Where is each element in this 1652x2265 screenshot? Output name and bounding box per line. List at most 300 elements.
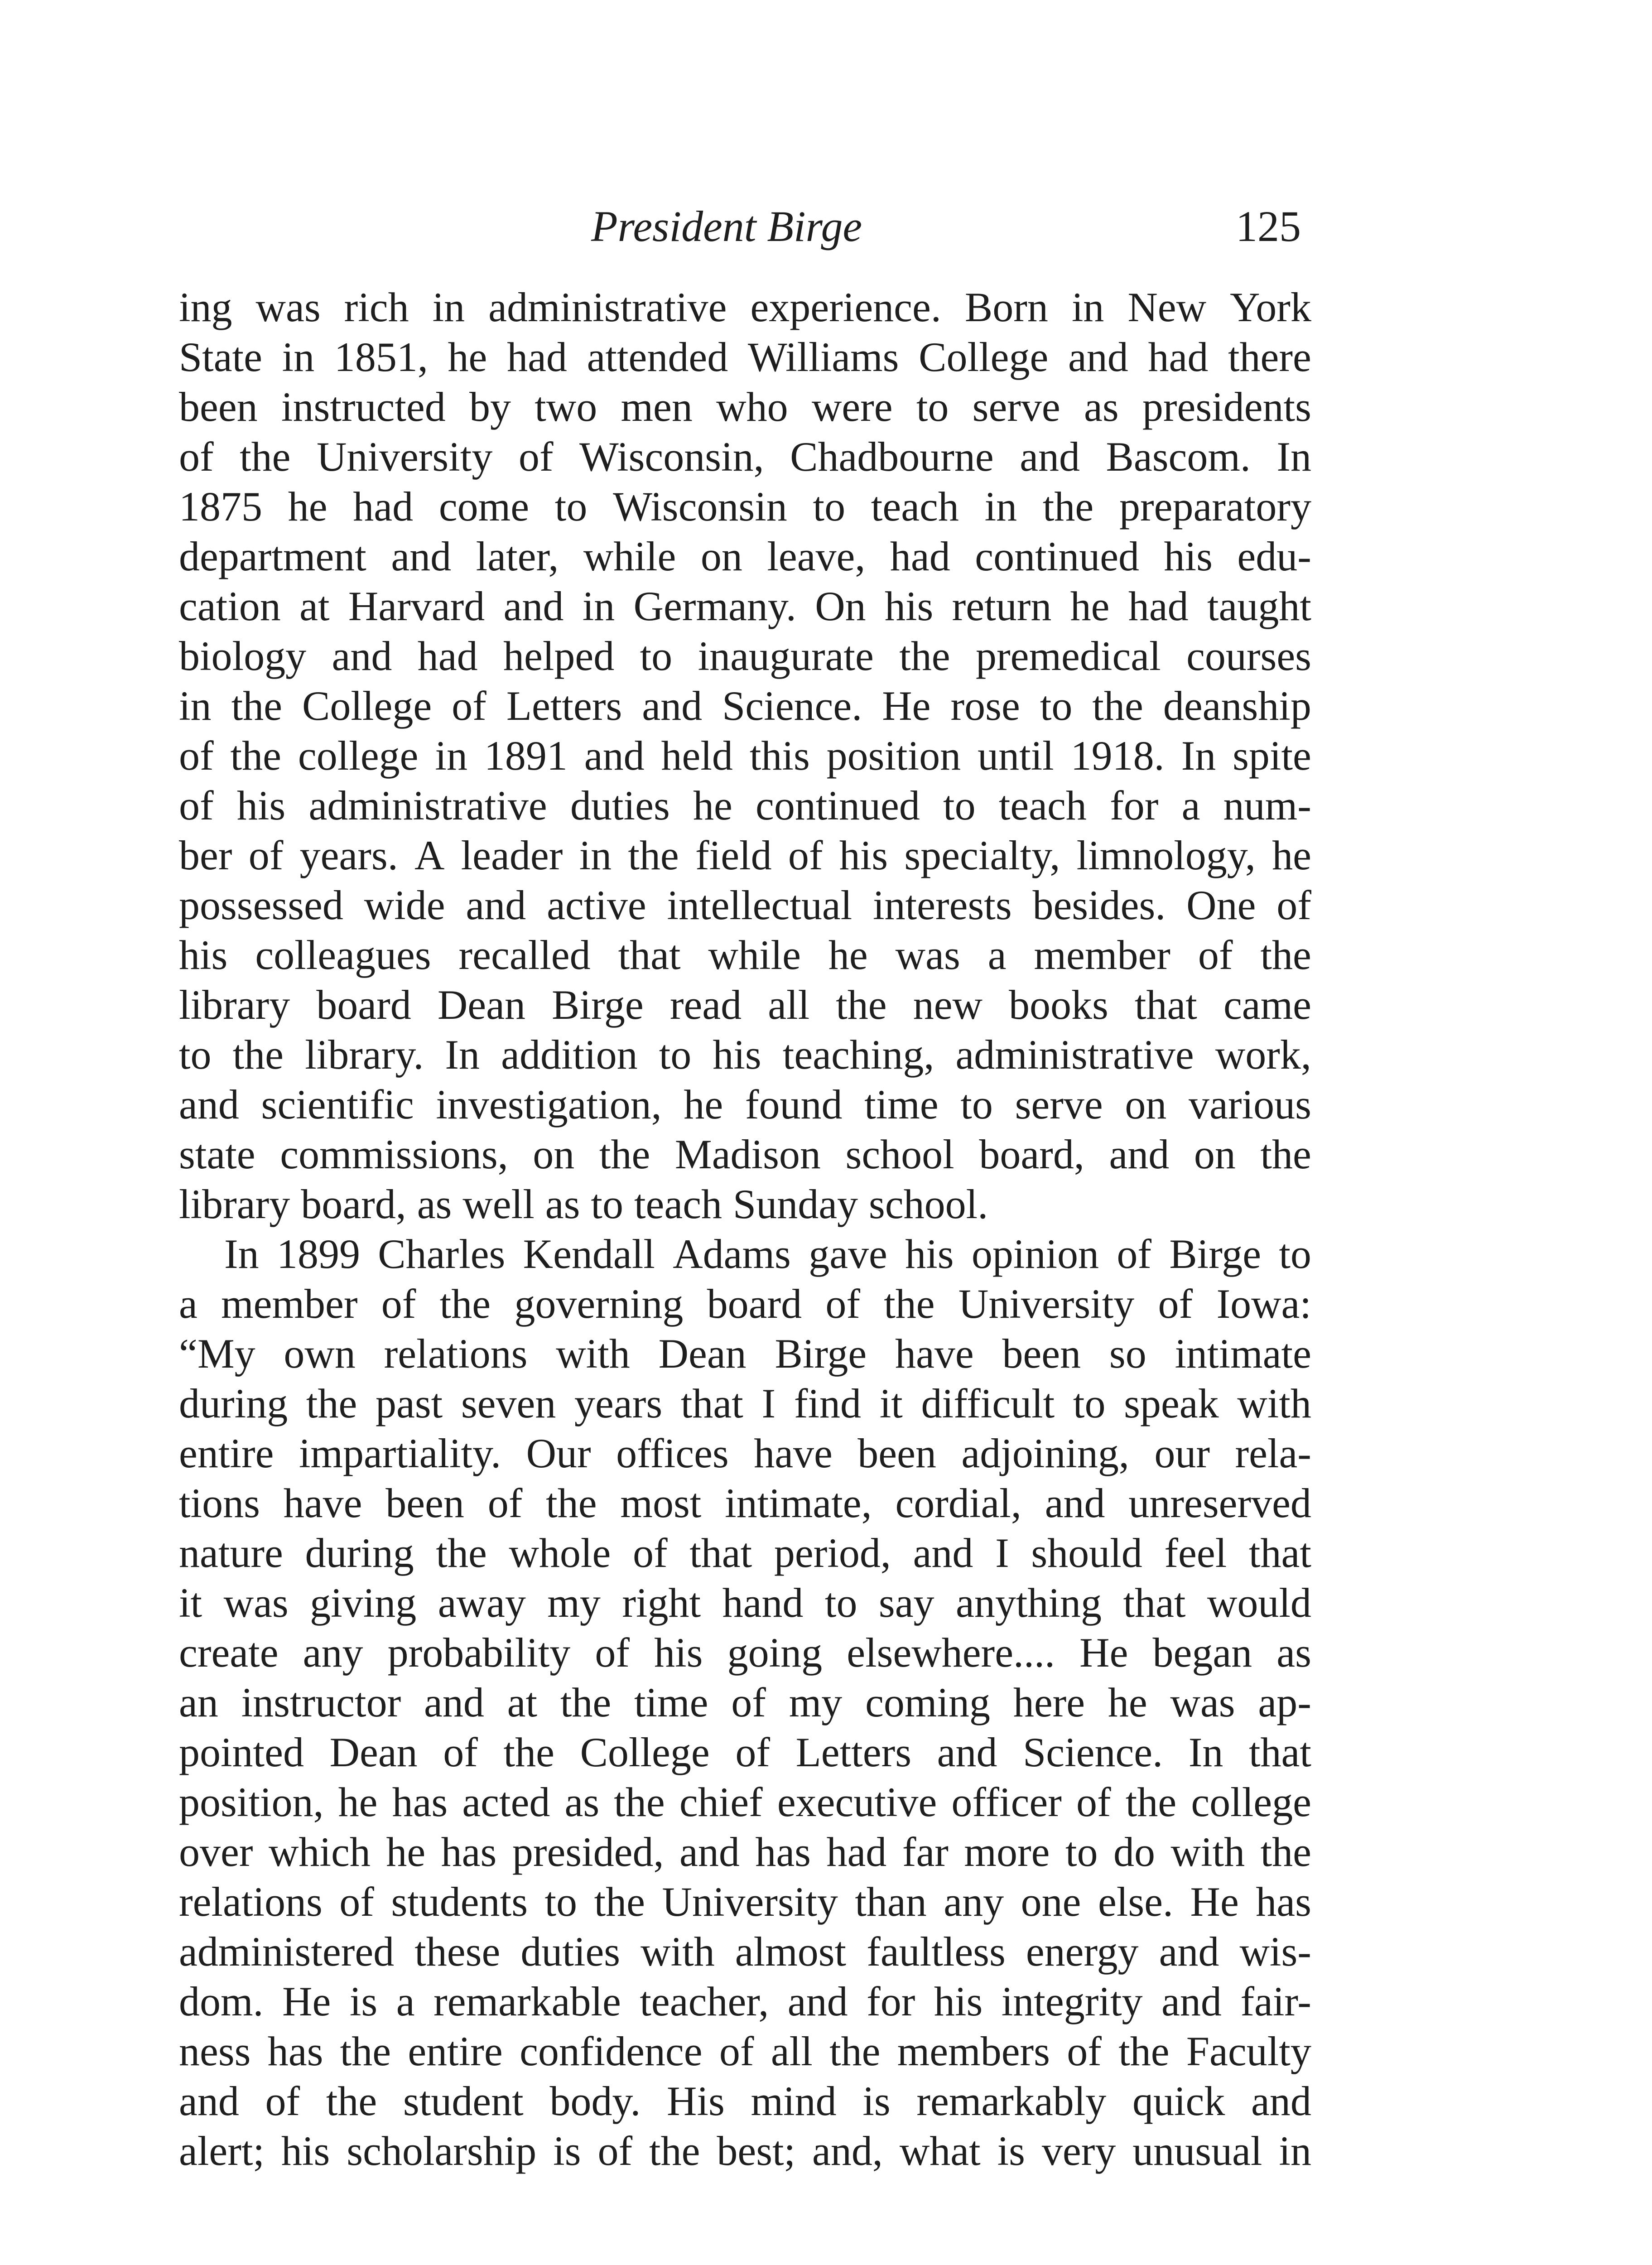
- text-line: [179, 432, 1311, 482]
- word: time: [864, 1081, 939, 1128]
- word: scientific: [261, 1081, 414, 1128]
- word: remarkable: [433, 1978, 621, 2024]
- word: own: [284, 1330, 356, 1377]
- word: adjoining,: [961, 1430, 1129, 1476]
- word: University: [958, 1281, 1135, 1327]
- word: executive: [777, 1779, 937, 1825]
- word: library: [179, 982, 290, 1028]
- word: to: [591, 1181, 623, 1227]
- word: nature: [179, 1530, 283, 1576]
- word: and: [1068, 334, 1128, 380]
- word: Our: [526, 1430, 591, 1476]
- word: serve: [1015, 1081, 1103, 1128]
- word: the: [230, 733, 281, 779]
- word: University: [662, 1879, 838, 1925]
- word: opinion: [971, 1231, 1099, 1277]
- word: was: [895, 932, 960, 978]
- word: and: [1020, 434, 1080, 480]
- word: mind: [751, 2078, 837, 2124]
- word: teaching,: [782, 1031, 934, 1078]
- word: there: [1228, 334, 1311, 380]
- word: Birge: [775, 1330, 867, 1377]
- word: right: [622, 1580, 701, 1626]
- word: Science.: [1023, 1729, 1163, 1775]
- word: In: [1188, 1729, 1223, 1775]
- word: College: [302, 683, 432, 729]
- word: Adams: [673, 1231, 791, 1277]
- word: deanship: [1163, 683, 1311, 729]
- word: relations: [179, 1879, 323, 1925]
- word: board: [707, 1281, 802, 1327]
- word: is: [553, 2128, 581, 2174]
- word: his: [839, 832, 888, 878]
- word: attended: [587, 334, 728, 380]
- word: the: [1092, 683, 1143, 729]
- text-line: [179, 631, 1311, 681]
- word: the: [306, 1380, 357, 1426]
- word: 1918.: [1070, 733, 1165, 779]
- word: had: [417, 633, 478, 679]
- word: instructed: [281, 384, 446, 430]
- word: remarkably: [916, 2078, 1107, 2124]
- text-line: [179, 382, 1311, 432]
- word: with: [1170, 1829, 1245, 1875]
- word: that: [680, 1380, 743, 1426]
- word: the: [1260, 1131, 1311, 1177]
- word: school: [845, 1131, 954, 1177]
- word: experience.: [750, 284, 941, 330]
- word: had: [1148, 334, 1209, 380]
- word: one: [1021, 1879, 1081, 1925]
- word: teach: [634, 1181, 722, 1227]
- word: ap-: [1258, 1679, 1311, 1725]
- word: he: [288, 483, 328, 530]
- word: entire: [179, 1430, 274, 1476]
- word: relations: [384, 1330, 528, 1377]
- word: a: [987, 932, 1007, 978]
- word: scholarship: [347, 2128, 537, 2174]
- word: have: [754, 1430, 833, 1476]
- word: Williams: [747, 334, 899, 380]
- word: as: [564, 1779, 600, 1825]
- word: to: [1073, 1380, 1106, 1426]
- text-line: [179, 2126, 1311, 2176]
- word: elsewhere....: [847, 1629, 1055, 1676]
- word: books: [1009, 982, 1108, 1028]
- word: Dean: [329, 1729, 418, 1775]
- word: until: [978, 733, 1054, 779]
- word: far: [902, 1829, 949, 1875]
- word: of: [1198, 932, 1233, 978]
- text-line: [179, 1628, 1311, 1677]
- word: he: [1108, 1679, 1147, 1725]
- word: faultless: [867, 1928, 1006, 1975]
- word: library: [179, 1181, 290, 1227]
- word: the: [899, 633, 950, 679]
- word: num-: [1223, 782, 1311, 829]
- word: body.: [549, 2078, 641, 2124]
- word: the: [628, 832, 679, 878]
- word: while: [708, 932, 801, 978]
- word: to: [1065, 1829, 1098, 1875]
- word: with: [641, 1928, 715, 1975]
- word: was: [255, 284, 321, 330]
- word: his: [884, 583, 934, 629]
- word: of: [518, 434, 554, 480]
- word: in: [435, 733, 467, 779]
- word: the: [1042, 483, 1094, 530]
- word: to: [813, 483, 846, 530]
- word: intimate,: [725, 1480, 872, 1526]
- word: the: [240, 434, 291, 480]
- word: my: [547, 1580, 601, 1626]
- word: interests: [873, 882, 1012, 928]
- word: officer: [951, 1779, 1062, 1825]
- word: instructor: [241, 1679, 401, 1725]
- word: board: [316, 982, 411, 1028]
- word: and: [937, 1729, 997, 1775]
- word: members: [897, 2028, 1050, 2074]
- word: had: [1128, 583, 1189, 629]
- word: were: [811, 384, 893, 430]
- word: create: [179, 1629, 279, 1676]
- word: New: [1127, 284, 1207, 330]
- word: quick: [1132, 2078, 1225, 2124]
- word: the: [560, 1679, 612, 1725]
- word: gave: [809, 1231, 887, 1277]
- word: of: [452, 683, 486, 729]
- word: tions: [179, 1480, 260, 1526]
- word: he: [828, 932, 868, 978]
- text-line: [179, 1478, 1311, 1528]
- word: have: [283, 1480, 362, 1526]
- word: He: [882, 683, 931, 729]
- word: in: [1279, 2128, 1311, 2174]
- word: feel: [1164, 1530, 1227, 1576]
- word: to: [943, 782, 976, 829]
- word: field: [695, 832, 772, 878]
- text-line: [179, 1677, 1311, 1727]
- word: cation: [179, 583, 281, 629]
- word: as: [1084, 384, 1119, 430]
- word: of: [597, 2128, 633, 2174]
- word: whole: [509, 1530, 611, 1576]
- word: he: [448, 334, 487, 380]
- word: to: [1279, 1231, 1311, 1277]
- word: college: [1191, 1779, 1311, 1825]
- word: Germany.: [633, 583, 796, 629]
- word: colleagues: [255, 932, 431, 978]
- word: found: [745, 1081, 843, 1128]
- word: unreserved: [1128, 1480, 1311, 1526]
- word: my: [789, 1679, 843, 1725]
- running-title: President Birge: [591, 202, 862, 251]
- word: the: [231, 683, 282, 729]
- word: Chadbourne: [790, 434, 994, 480]
- word: Sunday: [733, 1181, 858, 1227]
- word: during: [305, 1530, 414, 1576]
- word: He: [1190, 1879, 1239, 1925]
- word: to: [916, 384, 949, 430]
- word: the: [1260, 932, 1311, 978]
- word: this: [749, 733, 810, 779]
- word: seven: [461, 1380, 556, 1426]
- word: a: [1181, 782, 1200, 829]
- text-line: [179, 930, 1311, 980]
- word: the: [436, 1530, 487, 1576]
- word: the: [1118, 2028, 1170, 2074]
- word: unusual: [1132, 2128, 1262, 2174]
- word: to: [640, 633, 673, 679]
- word: school.: [869, 1181, 988, 1227]
- word: duties: [570, 782, 670, 829]
- word: should: [1031, 1530, 1142, 1576]
- word: and: [1109, 1131, 1170, 1177]
- word: to: [960, 1081, 993, 1128]
- word: find: [794, 1380, 862, 1426]
- text-line: [179, 482, 1311, 531]
- word: investigation,: [436, 1081, 662, 1128]
- word: to: [824, 1580, 857, 1626]
- text-line: [179, 1777, 1311, 1827]
- word: to: [179, 1031, 212, 1078]
- word: state: [179, 1131, 255, 1177]
- word: he: [684, 1081, 723, 1128]
- word: more: [964, 1829, 1050, 1875]
- word: member: [1034, 932, 1170, 978]
- word: York: [1230, 284, 1311, 330]
- word: the: [649, 2128, 700, 2174]
- word: impartiality.: [299, 1430, 501, 1476]
- text-line: [179, 781, 1311, 830]
- word: giving: [310, 1580, 417, 1626]
- word: at: [507, 1679, 538, 1725]
- word: possessed: [179, 882, 343, 928]
- word: intellectual: [667, 882, 852, 928]
- word: In: [445, 1031, 480, 1078]
- word: of: [179, 434, 214, 480]
- word: wide: [364, 882, 445, 928]
- word: all: [768, 982, 810, 1028]
- word: I: [995, 1530, 1009, 1576]
- word: that: [689, 1530, 752, 1576]
- word: probability: [387, 1629, 571, 1676]
- word: been: [385, 1480, 464, 1526]
- word: of: [248, 832, 284, 878]
- word: been: [179, 384, 258, 430]
- word: serve: [972, 384, 1060, 430]
- word: that: [618, 932, 681, 978]
- word: preparatory: [1119, 483, 1311, 530]
- word: it: [879, 1380, 903, 1426]
- word: best;: [717, 2128, 796, 2174]
- word: inaugurate: [698, 633, 874, 679]
- word: in: [179, 683, 212, 729]
- word: of: [731, 1679, 766, 1725]
- word: his: [1164, 533, 1213, 579]
- word: almost: [735, 1928, 847, 1975]
- word: work,: [1215, 1031, 1311, 1078]
- word: has: [441, 1829, 497, 1875]
- word: and: [1251, 2078, 1311, 2124]
- text-line: [179, 1976, 1311, 2026]
- word: presided,: [512, 1829, 664, 1875]
- word: than: [855, 1879, 927, 1925]
- word: over: [179, 1829, 253, 1875]
- text-line: [179, 1827, 1311, 1877]
- word: Letters: [795, 1729, 912, 1775]
- word: well: [462, 1181, 535, 1227]
- word: ber: [179, 832, 232, 878]
- word: State: [179, 334, 262, 380]
- word: Charles: [378, 1231, 506, 1277]
- word: premedical: [976, 633, 1161, 679]
- word: the: [232, 1031, 284, 1078]
- word: has: [392, 1779, 448, 1825]
- word: our: [1154, 1430, 1210, 1476]
- word: In: [1181, 733, 1216, 779]
- word: 1899: [276, 1231, 360, 1277]
- word: time: [634, 1679, 708, 1725]
- word: of: [443, 1729, 478, 1775]
- word: was: [1170, 1679, 1235, 1725]
- word: of: [1158, 1281, 1193, 1327]
- word: In: [224, 1231, 259, 1277]
- word: in: [579, 832, 612, 878]
- text-line: [179, 2026, 1311, 2076]
- word: what: [899, 2128, 981, 2174]
- word: acted: [462, 1779, 550, 1825]
- word: I: [761, 1380, 776, 1426]
- word: teach: [871, 483, 959, 530]
- word: energy: [1026, 1928, 1139, 1975]
- word: confidence: [520, 2028, 703, 2074]
- word: and: [332, 633, 392, 679]
- word: who: [716, 384, 788, 430]
- word: the: [1260, 1829, 1311, 1875]
- word: “My: [179, 1330, 255, 1377]
- word: the: [599, 1131, 650, 1177]
- word: continued: [975, 533, 1140, 579]
- word: on: [700, 533, 742, 579]
- word: spite: [1233, 733, 1311, 779]
- word: and: [1161, 1978, 1222, 2024]
- word: coming: [865, 1679, 991, 1725]
- word: going: [727, 1629, 823, 1676]
- word: to: [554, 483, 588, 530]
- text-line: [179, 531, 1311, 581]
- word: integrity: [1001, 1978, 1143, 2024]
- text-line: [179, 2076, 1311, 2126]
- word: of: [825, 1281, 860, 1327]
- word: years.: [299, 832, 398, 878]
- word: rich: [344, 284, 409, 330]
- word: of: [1076, 1779, 1111, 1825]
- word: He: [282, 1978, 331, 2024]
- word: A: [414, 832, 445, 878]
- word: away: [438, 1580, 526, 1626]
- word: offices: [616, 1430, 729, 1476]
- word: by: [469, 384, 511, 430]
- word: the: [340, 2028, 391, 2074]
- word: men: [621, 384, 693, 430]
- word: helped: [503, 633, 615, 679]
- word: the: [503, 1729, 554, 1775]
- word: any: [303, 1629, 363, 1676]
- word: and: [1045, 1480, 1105, 1526]
- word: limnology,: [1076, 832, 1256, 878]
- text-line: [179, 1528, 1311, 1578]
- word: Kendall: [523, 1231, 655, 1277]
- text-line: [179, 1378, 1311, 1428]
- word: the: [1125, 1779, 1177, 1825]
- word: past: [375, 1380, 443, 1426]
- text-line: [179, 1877, 1311, 1927]
- word: and: [179, 2078, 239, 2124]
- text-line: [179, 1578, 1311, 1628]
- word: had: [353, 483, 414, 530]
- word: College: [919, 334, 1049, 380]
- word: library.: [305, 1031, 424, 1078]
- word: in: [1071, 284, 1104, 330]
- word: held: [661, 733, 733, 779]
- word: the: [326, 2078, 377, 2124]
- word: 1875: [179, 483, 262, 530]
- word: department: [179, 533, 366, 579]
- word: University: [316, 434, 493, 480]
- word: else.: [1098, 1879, 1173, 1925]
- word: duties: [520, 1928, 621, 1975]
- word: has: [755, 1829, 811, 1875]
- word: ing: [179, 284, 232, 330]
- word: that: [1134, 982, 1197, 1028]
- word: his: [654, 1629, 703, 1676]
- text-line: [179, 1129, 1311, 1179]
- word: wis-: [1239, 1928, 1311, 1975]
- word: of: [632, 1530, 668, 1576]
- word: teacher,: [640, 1978, 769, 2024]
- word: dom.: [179, 1978, 264, 2024]
- word: commissions,: [280, 1131, 508, 1177]
- word: to: [1040, 683, 1073, 729]
- word: Letters: [506, 683, 622, 729]
- word: come: [438, 483, 530, 530]
- word: any: [944, 1879, 1004, 1925]
- word: the: [884, 1281, 935, 1327]
- word: been: [857, 1430, 936, 1476]
- word: to: [544, 1879, 578, 1925]
- word: his: [281, 2128, 330, 2174]
- word: of: [339, 1879, 374, 1925]
- word: on: [533, 1131, 575, 1177]
- word: as: [545, 1181, 580, 1227]
- word: Wisconsin,: [579, 434, 764, 480]
- word: as: [417, 1181, 452, 1227]
- word: which: [268, 1829, 371, 1875]
- word: Dean: [437, 982, 525, 1028]
- word: began: [1152, 1629, 1252, 1676]
- word: and: [584, 733, 645, 779]
- word: administrative: [488, 284, 727, 330]
- word: read: [669, 982, 742, 1028]
- text-line: [179, 830, 1311, 880]
- word: leave,: [767, 533, 866, 579]
- word: of: [1276, 882, 1311, 928]
- word: cordial,: [895, 1480, 1021, 1526]
- word: the: [829, 2028, 881, 2074]
- word: of: [381, 1281, 416, 1327]
- word: edu-: [1237, 533, 1311, 579]
